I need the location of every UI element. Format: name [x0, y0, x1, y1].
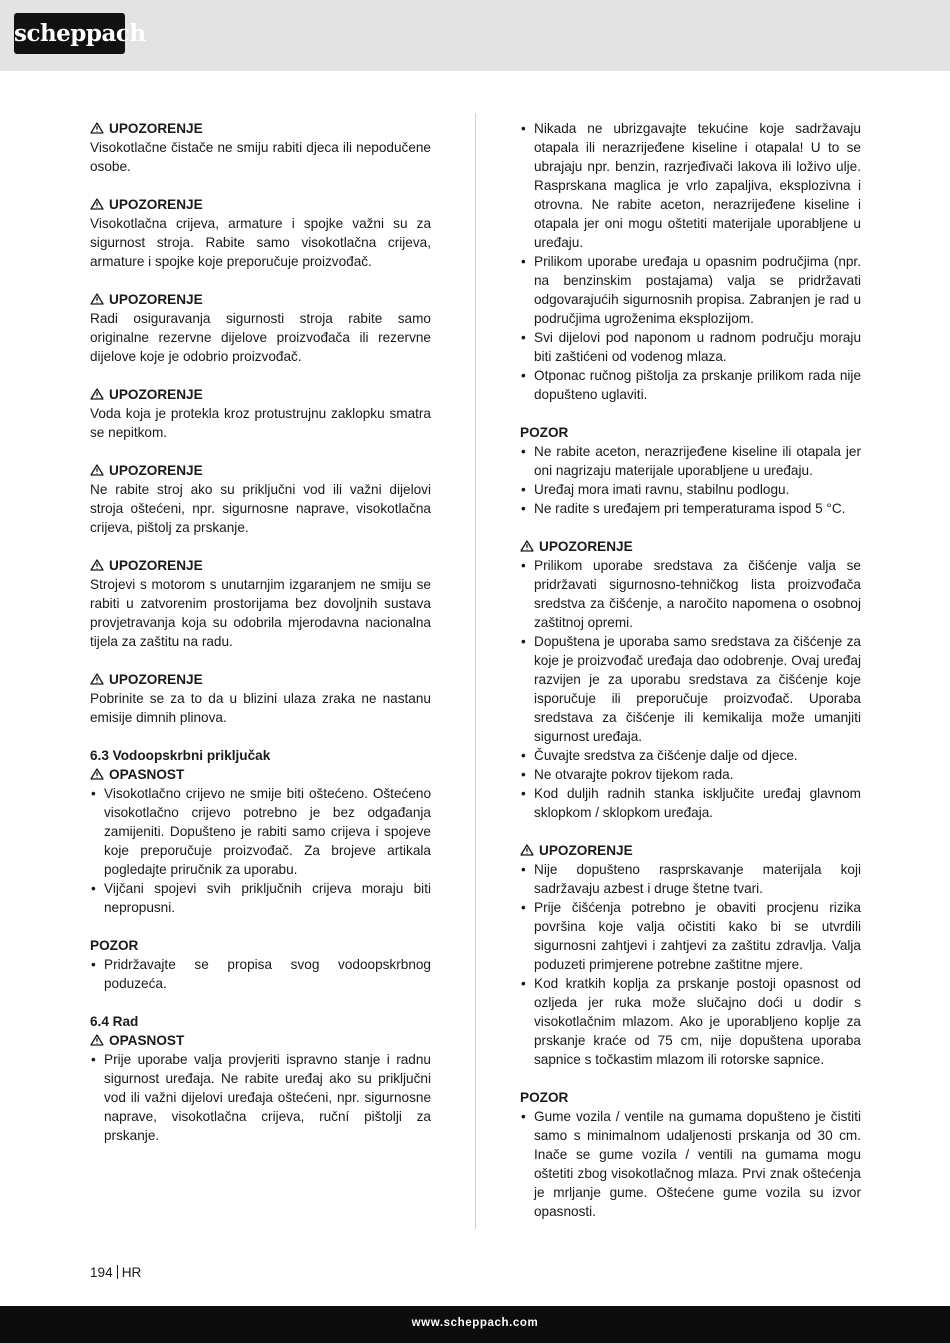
list-item: • Dopuštena je uporaba samo sredstava za čišćenje za koje je proizvođač uređaja dao odobrenje. Ovaj uređaj razvijen je za uporabu sredstava za čišćenje koje isporučuje ili preporučuje proizvođač. Uporaba sredstava za čišćenje ili kemikalija može umanjiti sigurnost uređaja.: [520, 632, 861, 746]
warning-triangle-icon: [520, 538, 534, 550]
warning-triangle-icon: [90, 766, 104, 778]
list-item: • Gume vozila / ventile na gumama dopušteno je čistiti samo s minimalnom udaljenosti prskanja od 30 cm. Inače se gume vozila / ventili na gumama mogu oštetiti zbog visokotlačnog mlaza. Prvi znak oštećenja je mrljanje gume. Oštećene gume vozila su izvor opasnosti.: [520, 1107, 861, 1221]
content-block: [520, 119, 861, 404]
content-block: [90, 936, 431, 993]
notice-heading: [520, 423, 861, 442]
list-item: • Vijčani spojevi svih priključnih crijeva moraju biti nepropusni.: [90, 879, 431, 917]
heading-label: UPOZORENJE: [109, 387, 203, 402]
list-item: • Ne rabite aceton, nerazrijeđene kiseline ili otapala jer oni nagrizaju materijale uporabljene u uređaju.: [520, 442, 861, 480]
warning-heading: [520, 841, 861, 860]
warning-heading: [90, 1031, 431, 1050]
heading-label: POZOR: [520, 425, 569, 440]
list-item: • Nije dopušteno rasprskavanje materijala koji sadržavaju azbest i druge štetne tvari.: [520, 860, 861, 898]
list-item: • Otponac ručnog pištolja za prskanje prilikom rada nije dopušteno uglaviti.: [520, 366, 861, 404]
paragraph: Pobrinite se za to da u blizini ulaza zraka ne nastanu emisije dimnih plinova.: [90, 691, 431, 725]
warning-triangle-icon: [90, 386, 104, 398]
paragraph: Voda koja je protekla kroz protustrujnu zaklopku smatra se nepitkom.: [90, 406, 431, 440]
warning-triangle-icon: [90, 557, 104, 569]
warning-heading: [520, 537, 861, 556]
content-block: [90, 556, 431, 651]
list-item: • Svi dijelovi pod naponom u radnom području moraju biti zaštićeni od vodenog mlaza.: [520, 328, 861, 366]
warning-heading: [90, 670, 431, 689]
list-item: • Kod duljih radnih stanka isključite uređaj glavnom sklopkom / sklopkom uređaja.: [520, 784, 861, 822]
heading-label: UPOZORENJE: [109, 558, 203, 573]
section-title: 6.4 Rad: [90, 1014, 139, 1029]
content-block: [520, 1088, 861, 1221]
heading-label: UPOZORENJE: [109, 463, 203, 478]
heading-label: UPOZORENJE: [109, 292, 203, 307]
list-item: • Prije uporabe valja provjeriti ispravno stanje i radnu sigurnost uređaja. Ne rabite uređaj ako su priključni vod ili važni dijelovi uređaja oštećeni, npr. sigurnosne naprave, visokotlačna crijeva, ruční pištolji za prskanje.: [90, 1050, 431, 1145]
warning-triangle-icon: [90, 291, 104, 303]
content-block: [520, 841, 861, 1069]
warning-heading: [90, 290, 431, 309]
warning-heading: [90, 119, 431, 138]
list-item: • Ne radite s uređajem pri temperaturama ispod 5 °C.: [520, 499, 861, 518]
warning-triangle-icon: [90, 462, 104, 474]
language-code: HR: [121, 1265, 142, 1280]
content-block: [520, 537, 861, 822]
content-block: [90, 385, 431, 442]
paragraph: Strojevi s motorom s unutarnjim izgaranjem ne smiju se rabiti u zatvorenim prostorijama bez dovoljnih sustava provjetravanja koja su odobrila mjerodavna nacionalna tijela za zaštitu na radu.: [90, 577, 431, 649]
heading-label: UPOZORENJE: [109, 197, 203, 212]
notice-heading: [520, 1088, 861, 1107]
list-item: • Ne otvarajte pokrov tijekom rada.: [520, 765, 861, 784]
website-url: www.scheppach.com: [411, 1317, 539, 1329]
list-item: • Nikada ne ubrizgavajte tekućine koje sadržavaju otapala ili nerazrijeđene kiseline i otapala! U to se ubrajaju npr. benzin, razrjeđivači lakova ili loživo ulje. Rasprskana maglica je vrlo zapaljiva, eksplozivna i otrovna. Ne rabite aceton, nerazrijeđene kiseline i otapala jer oni mogu oštetiti materijale uporabljene u uređaju.: [520, 119, 861, 252]
bullet-list: [90, 1050, 431, 1145]
heading-label: POZOR: [520, 1090, 569, 1105]
list-item: • Visokotlačno crijevo ne smije biti oštećeno. Oštećeno visokotlačno crijevo potrebno je bez odgađanja zamijeniti. Dopušteno je rabiti samo crijeva i spojeve koje preporučuje proizvođač. Za brojeve artikala pogledajte priručnik za uporabu.: [90, 784, 431, 879]
page-number-separator: [117, 1265, 118, 1279]
warning-heading: [90, 556, 431, 575]
heading-label: OPASNOST: [109, 1033, 185, 1048]
section-title: 6.3 Vodoopskrbni priključak: [90, 748, 271, 763]
heading-label: UPOZORENJE: [539, 843, 633, 858]
warning-triangle-icon: [90, 671, 104, 683]
list-item: • Prilikom uporabe uređaja u opasnim područjima (npr. na benzinskim postajama) valja se pridržavati odgovarajućih sigurnosnih propisa. Zabranjen je rad u područjima ugroženima eksplozijom.: [520, 252, 861, 328]
content-block: [90, 670, 431, 727]
heading-label: UPOZORENJE: [539, 539, 633, 554]
page-number: [90, 1263, 141, 1282]
warning-heading: [90, 765, 431, 784]
header-band: [0, 0, 950, 71]
paragraph: Ne rabite stroj ako su priključni vod ili važni dijelovi stroja oštećeni, npr. sigurnosne naprave, visokotlačna crijeva, pištolj za prskanje.: [90, 482, 431, 535]
footer-band: [0, 1306, 950, 1343]
right-column: [520, 119, 861, 1240]
notice-heading: [90, 936, 431, 955]
content-block: [90, 119, 431, 176]
paragraph: Visokotlačne čistače ne smiju rabiti djeca ili nepodučene osobe.: [90, 140, 431, 174]
heading-label: OPASNOST: [109, 767, 185, 782]
bullet-list: [90, 784, 431, 917]
scheppach-logo: scheppach: [14, 13, 125, 54]
content-block: [90, 461, 431, 537]
bullet-list: [90, 955, 431, 993]
list-item: • Prije čišćenja potrebno je obaviti procjenu rizika površina koje valja očistiti kako bi se utvrdili sigurnosni zahtjevi i zahtjevi za zaštitu zdravlja. Valja poduzeti primjerene potrebne zaštitne mjere.: [520, 898, 861, 974]
bullet-list: [520, 556, 861, 822]
content-block: [90, 1012, 431, 1145]
paragraph: Radi osiguravanja sigurnosti stroja rabite samo originalne rezervne dijelove proizvođača ili rezervne dijelove koje je odobrio proizvođač.: [90, 311, 431, 364]
warning-heading: [90, 385, 431, 404]
list-item: • Pridržavajte se propisa svog vodoopskrbnog poduzeća.: [90, 955, 431, 993]
heading-label: UPOZORENJE: [109, 121, 203, 136]
list-item: • Prilikom uporabe sredstava za čišćenje valja se pridržavati sigurnosno-tehničkog lista proizvođača sredstva za čišćenje, a naročito napomena o osobnoj zaštitnoj opremi.: [520, 556, 861, 632]
list-item: • Čuvajte sredstva za čišćenje dalje od djece.: [520, 746, 861, 765]
bullet-list: [520, 442, 861, 518]
warning-heading: [90, 195, 431, 214]
content-block: [520, 423, 861, 518]
bullet-list: [520, 119, 861, 404]
content-block: [90, 195, 431, 271]
heading-label: UPOZORENJE: [109, 672, 203, 687]
warning-triangle-icon: [90, 1032, 104, 1044]
warning-triangle-icon: [90, 196, 104, 208]
bullet-list: [520, 1107, 861, 1221]
warning-heading: [90, 461, 431, 480]
page-number-value: 194: [90, 1265, 113, 1280]
left-column: [90, 119, 431, 1164]
heading-label: POZOR: [90, 938, 139, 953]
list-item: • Uređaj mora imati ravnu, stabilnu podlogu.: [520, 480, 861, 499]
column-divider: [475, 113, 476, 1229]
content-block: [90, 746, 431, 917]
warning-triangle-icon: [520, 842, 534, 854]
list-item: • Kod kratkih koplja za prskanje postoji opasnost od ozljeda jer ruka može slučajno doći u dodir s visokotlačnim mlazom. Ako je uporabljeno koplje za prskanje kraće od 75 cm, nije dopuštena uporaba sapnice s točkastim mlazom ili rotorske sapnice.: [520, 974, 861, 1069]
content-block: [90, 290, 431, 366]
paragraph: Visokotlačna crijeva, armature i spojke važni su za sigurnost stroja. Rabite samo visokotlačna crijeva, armature i spojke koje preporučuje proizvođač.: [90, 216, 431, 269]
bullet-list: [520, 860, 861, 1069]
warning-triangle-icon: [90, 120, 104, 132]
